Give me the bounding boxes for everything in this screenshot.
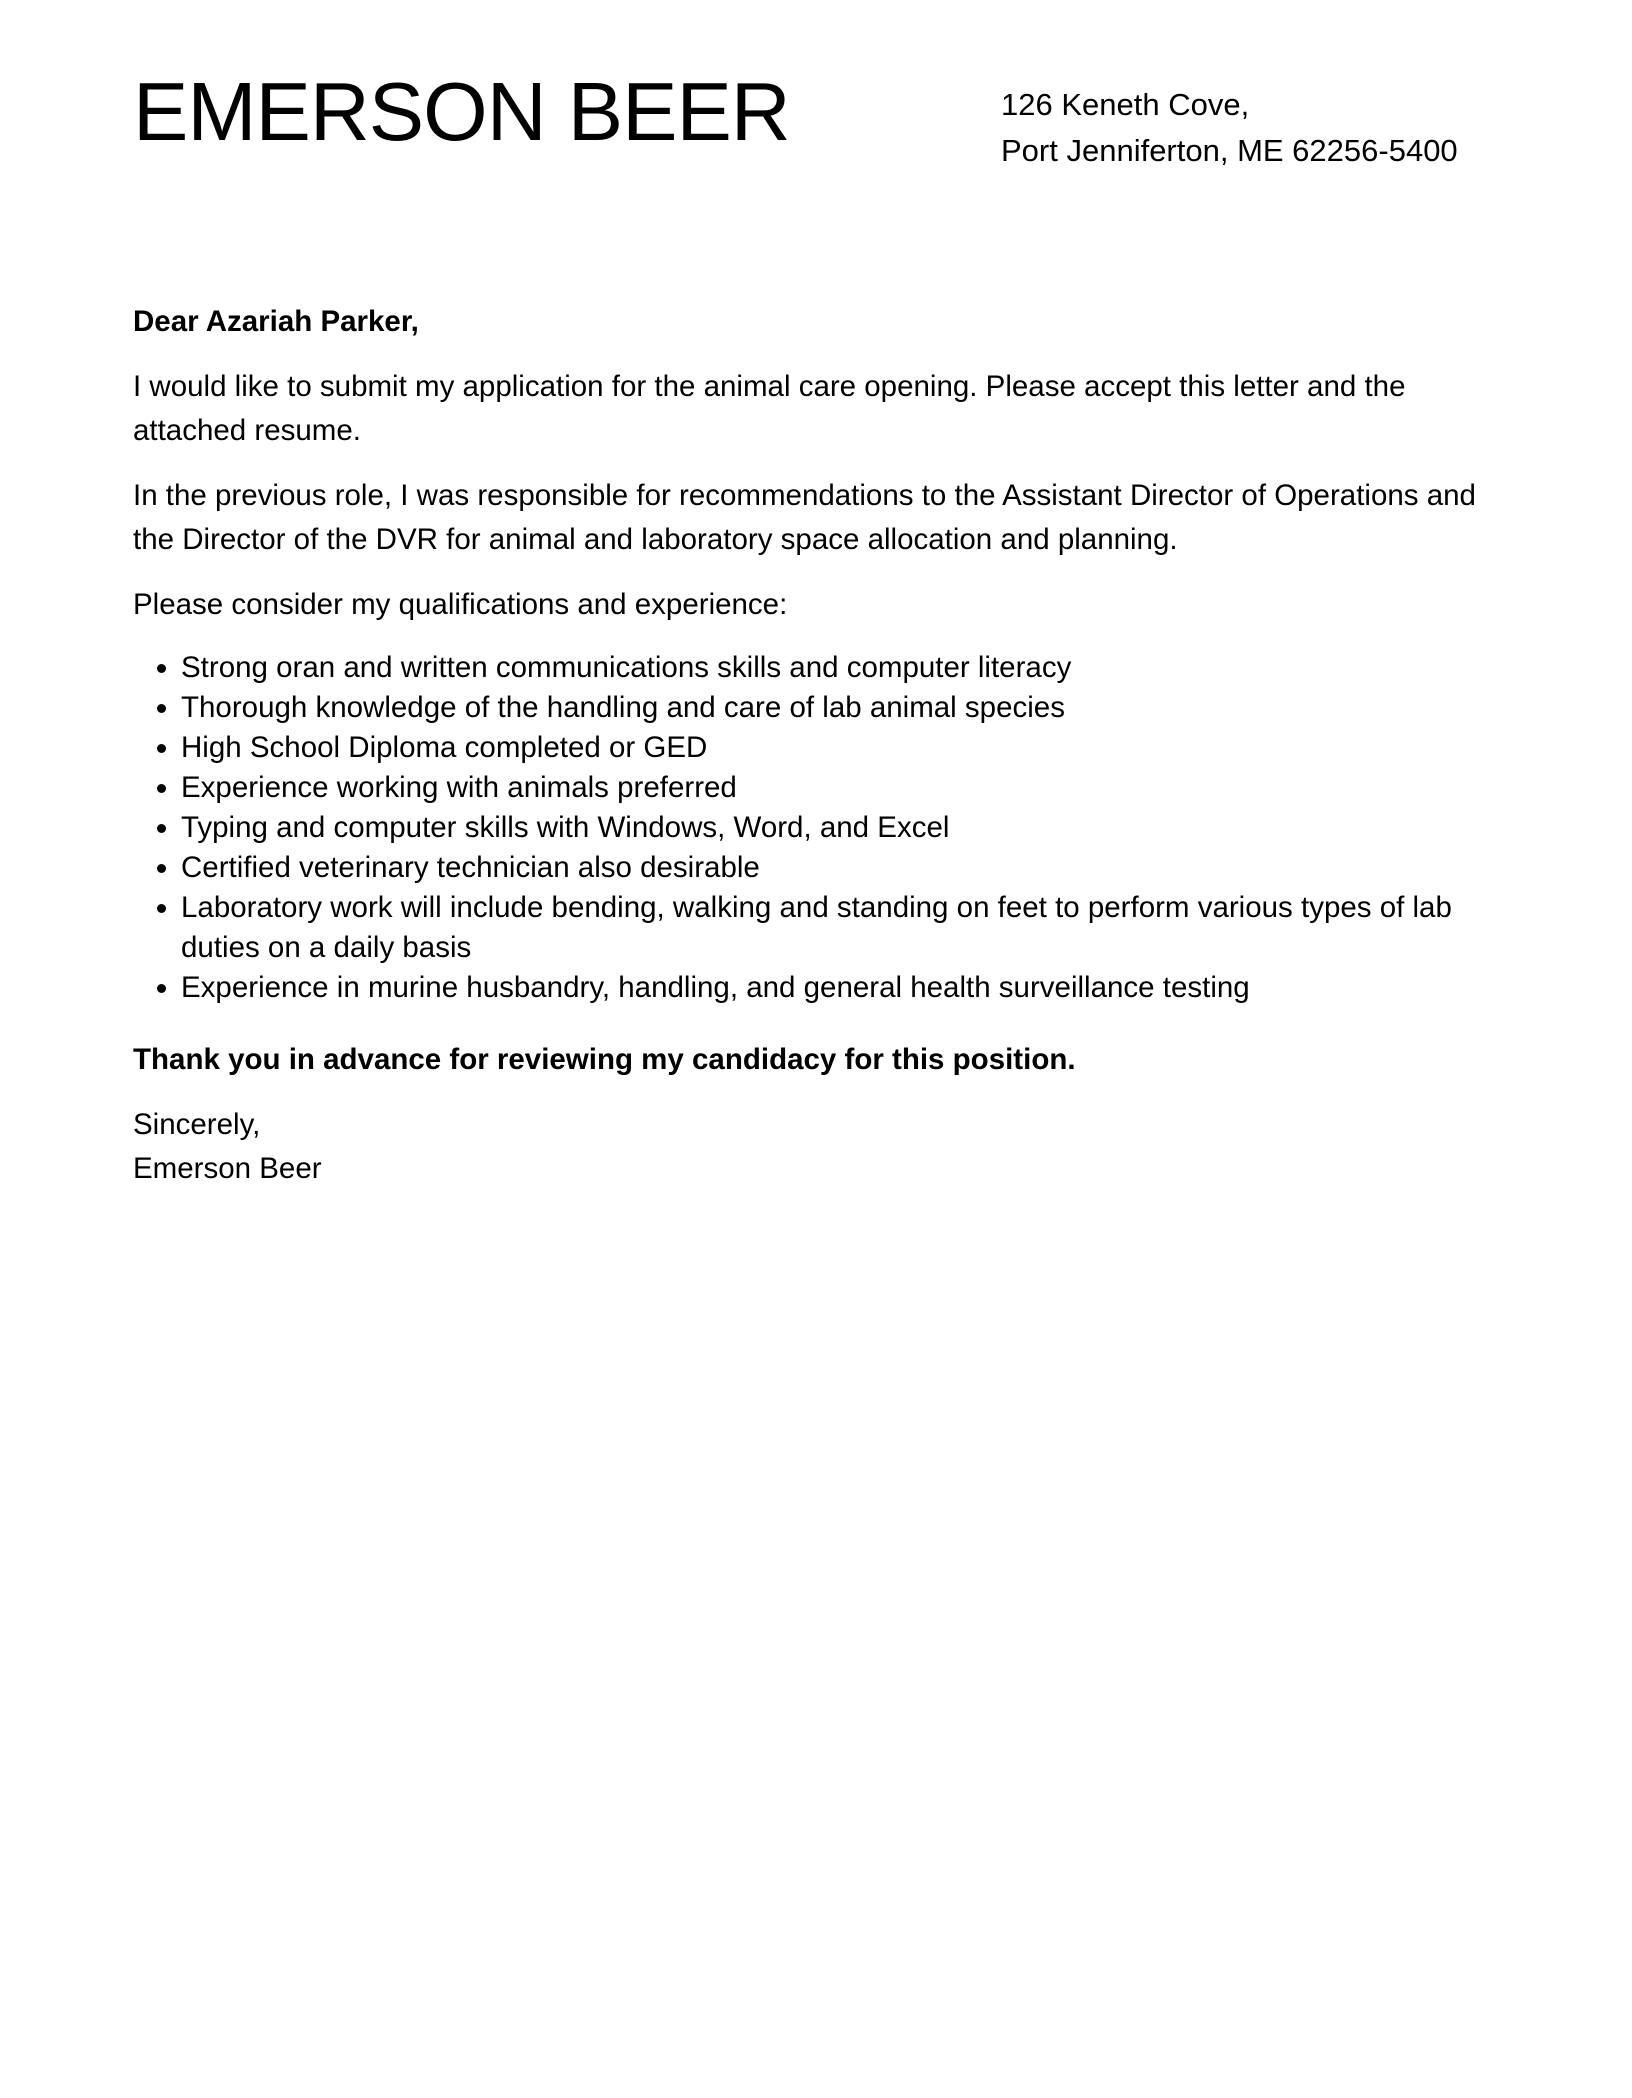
- list-item: • High School Diploma completed or GED: [181, 728, 1503, 768]
- sign-off: Sincerely,: [133, 1108, 261, 1141]
- signature-name: Emerson Beer: [133, 1152, 322, 1185]
- list-item: • Experience in murine husbandry, handling, and general health surveillance testing: [181, 968, 1503, 1008]
- salutation: Dear Azariah Parker,: [133, 305, 419, 338]
- list-item: • Typing and computer skills with Windows, Word, and Excel: [181, 808, 1503, 848]
- qualifications-list: [133, 648, 1503, 1008]
- address-block: [1001, 82, 1458, 174]
- paragraph-intro: I would like to submit my application for the animal care opening. Please accept this letter and the attached resume.: [133, 370, 1406, 447]
- paragraph-experience: In the previous role, I was responsible for recommendations to the Assistant Director of Operations and the Director of the DVR for animal and laboratory space allocation and planning.: [133, 479, 1476, 556]
- address-line-1: 126 Keneth Cove,: [1001, 87, 1250, 122]
- list-item: • Certified veterinary technician also desirable: [181, 848, 1503, 888]
- paragraph-qualifications-lead: Please consider my qualifications and experience:: [133, 588, 788, 621]
- applicant-name: EMERSON BEER: [133, 65, 790, 158]
- letter-body: [133, 300, 1503, 1191]
- list-item: • Strong oran and written communications skills and computer literacy: [181, 648, 1503, 688]
- signature-block: [133, 1103, 1503, 1191]
- closing-statement: Thank you in advance for reviewing my candidacy for this position.: [133, 1043, 1076, 1076]
- list-item: • Laboratory work will include bending, walking and standing on feet to perform various types of lab duties on a daily basis: [181, 888, 1503, 968]
- list-item: • Thorough knowledge of the handling and care of lab animal species: [181, 688, 1503, 728]
- address-line-2: Port Jenniferton, ME 62256-5400: [1001, 133, 1458, 168]
- list-item: • Experience working with animals preferred: [181, 768, 1503, 808]
